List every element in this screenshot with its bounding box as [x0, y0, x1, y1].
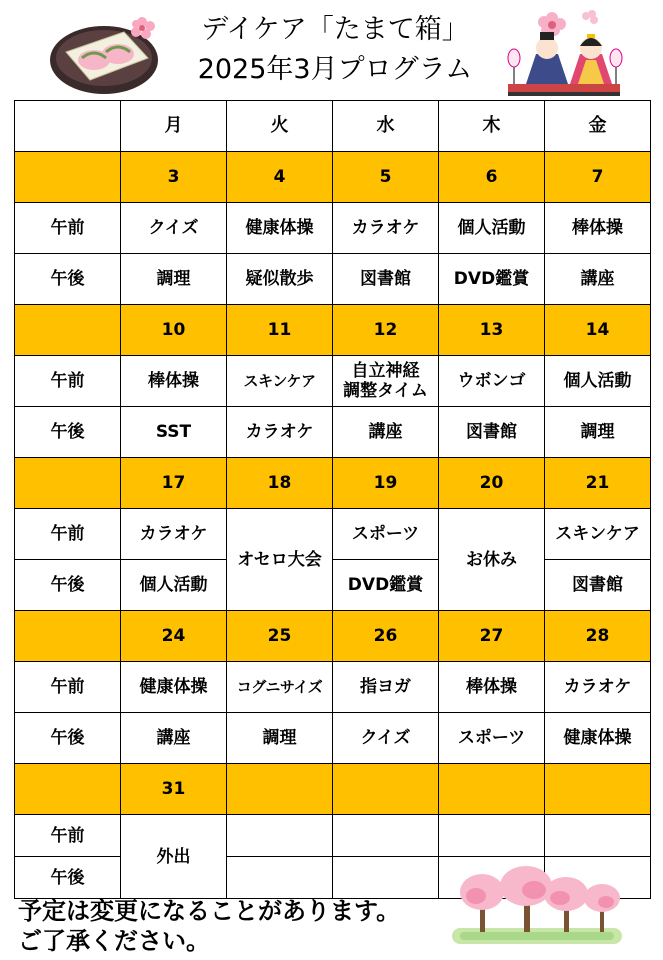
activity-cell: SST — [121, 407, 227, 458]
empty-cell — [227, 857, 333, 899]
activity-cell: 個人活動 — [121, 560, 227, 611]
activity-cell: カラオケ — [227, 407, 333, 458]
activity-cell: 指ヨガ — [333, 662, 439, 713]
pm-label: 午後 — [15, 407, 121, 458]
pm-row — [15, 713, 651, 764]
date-row — [15, 764, 651, 815]
activity-cell: DVD鑑賞 — [439, 254, 545, 305]
pm-label: 午後 — [15, 713, 121, 764]
date-cell: 7 — [545, 152, 651, 203]
date-label-cell — [15, 152, 121, 203]
date-cell: 27 — [439, 611, 545, 662]
am-row — [15, 815, 651, 857]
empty-cell — [333, 815, 439, 857]
date-cell: 5 — [333, 152, 439, 203]
date-cell: 28 — [545, 611, 651, 662]
date-cell: 17 — [121, 458, 227, 509]
activity-cell: スキンケア — [545, 509, 651, 560]
date-cell: 6 — [439, 152, 545, 203]
date-label-cell — [15, 458, 121, 509]
pm-label: 午後 — [15, 254, 121, 305]
empty-cell — [439, 815, 545, 857]
activity-cell: スポーツ — [333, 509, 439, 560]
am-row — [15, 203, 651, 254]
am-label: 午前 — [15, 356, 121, 407]
date-cell: 31 — [121, 764, 227, 815]
weekday-thu: 木 — [439, 101, 545, 152]
date-cell: 11 — [227, 305, 333, 356]
date-row — [15, 305, 651, 356]
sakura-mochi-illustration — [46, 8, 166, 100]
date-cell: 10 — [121, 305, 227, 356]
activity-line: 調整タイム — [343, 381, 428, 401]
date-cell: 25 — [227, 611, 333, 662]
activity-cell: 講座 — [333, 407, 439, 458]
activity-cell: 棒体操 — [121, 356, 227, 407]
activity-cell: 図書館 — [545, 560, 651, 611]
activity-cell: 健康体操 — [121, 662, 227, 713]
date-label-cell — [15, 305, 121, 356]
date-label-cell — [15, 764, 121, 815]
activity-cell: 個人活動 — [545, 356, 651, 407]
date-cell — [333, 764, 439, 815]
empty-cell — [333, 857, 439, 899]
weekday-fri: 金 — [545, 101, 651, 152]
corner-cell — [15, 101, 121, 152]
activity-cell: 棒体操 — [545, 203, 651, 254]
activity-cell-merged: お休み — [439, 509, 545, 611]
date-cell: 20 — [439, 458, 545, 509]
am-row — [15, 356, 651, 407]
activity-cell: クイズ — [333, 713, 439, 764]
activity-cell: 調理 — [121, 254, 227, 305]
weekday-mon: 月 — [121, 101, 227, 152]
pm-row — [15, 560, 651, 611]
date-row — [15, 611, 651, 662]
activity-cell-merged: 外出 — [121, 815, 227, 899]
activity-cell: 個人活動 — [439, 203, 545, 254]
activity-cell: 疑似散歩 — [227, 254, 333, 305]
pm-label: 午後 — [15, 857, 121, 899]
notice-line2: ご了承ください。 — [18, 927, 210, 955]
date-row — [15, 152, 651, 203]
notice — [18, 896, 400, 956]
activity-cell: DVD鑑賞 — [333, 560, 439, 611]
weekday-tue: 火 — [227, 101, 333, 152]
date-cell: 13 — [439, 305, 545, 356]
activity-cell: コグニサイズ — [227, 662, 333, 713]
activity-line: 自立神経 — [351, 361, 420, 381]
activity-cell: 健康体操 — [227, 203, 333, 254]
am-label: 午前 — [15, 662, 121, 713]
am-row — [15, 662, 651, 713]
weekday-wed: 水 — [333, 101, 439, 152]
am-label: 午前 — [15, 815, 121, 857]
activity-cell: 棒体操 — [439, 662, 545, 713]
cherry-blossom-trees-illustration — [452, 866, 622, 944]
date-cell: 24 — [121, 611, 227, 662]
date-cell — [545, 764, 651, 815]
activity-cell-merged: オセロ大会 — [227, 509, 333, 611]
empty-cell — [227, 815, 333, 857]
date-cell — [227, 764, 333, 815]
date-cell: 26 — [333, 611, 439, 662]
activity-cell: スポーツ — [439, 713, 545, 764]
activity-cell: 調理 — [227, 713, 333, 764]
pm-row — [15, 407, 651, 458]
am-label: 午前 — [15, 203, 121, 254]
activity-cell: 調理 — [545, 407, 651, 458]
activity-cell: 図書館 — [439, 407, 545, 458]
activity-cell: カラオケ — [121, 509, 227, 560]
date-cell: 3 — [121, 152, 227, 203]
schedule-table — [14, 100, 651, 899]
activity-cell — [333, 356, 439, 407]
notice-line1: 予定は変更になることがあります。 — [18, 897, 401, 925]
activity-cell: クイズ — [121, 203, 227, 254]
date-cell: 4 — [227, 152, 333, 203]
title-line2: 2025年3月プログラム — [197, 54, 473, 85]
activity-cell: 講座 — [545, 254, 651, 305]
activity-cell: 講座 — [121, 713, 227, 764]
hina-dolls-illustration — [504, 8, 624, 98]
activity-cell: カラオケ — [333, 203, 439, 254]
am-row — [15, 509, 651, 560]
activity-cell: カラオケ — [545, 662, 651, 713]
pm-label: 午後 — [15, 560, 121, 611]
date-cell: 21 — [545, 458, 651, 509]
empty-cell — [545, 815, 651, 857]
date-cell: 18 — [227, 458, 333, 509]
am-label: 午前 — [15, 509, 121, 560]
date-cell: 14 — [545, 305, 651, 356]
title-line1: デイケア「たまて箱」 — [201, 14, 469, 45]
activity-cell: スキンケア — [227, 356, 333, 407]
date-cell: 19 — [333, 458, 439, 509]
activity-cell: 図書館 — [333, 254, 439, 305]
pm-row — [15, 254, 651, 305]
activity-cell: 健康体操 — [545, 713, 651, 764]
weekday-header-row — [15, 101, 651, 152]
date-label-cell — [15, 611, 121, 662]
date-cell: 12 — [333, 305, 439, 356]
date-row — [15, 458, 651, 509]
activity-cell: ウボンゴ — [439, 356, 545, 407]
date-cell — [439, 764, 545, 815]
